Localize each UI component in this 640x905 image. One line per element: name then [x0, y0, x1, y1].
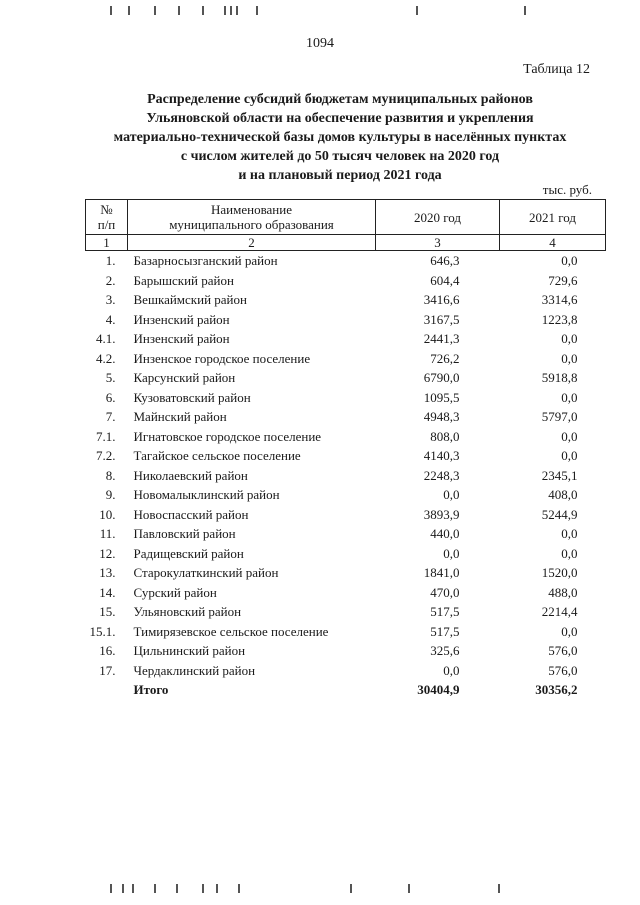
row-number: 10. — [99, 506, 116, 522]
table-row — [86, 407, 606, 427]
row-number: 12. — [99, 545, 116, 561]
row-name: Инзенский район — [133, 331, 230, 346]
row-name: Инзенский район — [133, 311, 230, 327]
column-number: 3 — [376, 235, 500, 251]
row-value-2021: 408,0 — [548, 487, 578, 502]
scan-marks-bottom — [110, 884, 530, 894]
total-number-cell — [86, 680, 128, 700]
row-number: 13. — [99, 565, 116, 580]
subsidy-table — [85, 199, 606, 700]
row-number: 7. — [105, 409, 116, 424]
total-row — [86, 680, 606, 700]
row-value-2020: 4948,3 — [423, 409, 460, 424]
row-value-2020: 0,0 — [443, 545, 460, 561]
units-label: тыс. руб. — [542, 182, 592, 197]
row-name: Базарносызганский район — [133, 253, 278, 268]
table-row — [86, 622, 606, 642]
table-row — [86, 368, 606, 388]
row-name: Кузоватовский район — [133, 389, 251, 405]
row-value-2021: 2345,1 — [541, 467, 578, 483]
row-name: Ульяновский район — [133, 604, 242, 619]
row-value-2020: 470,0 — [430, 584, 460, 600]
row-name: Павловский район — [133, 526, 236, 541]
row-name: Карсунский район — [133, 370, 236, 385]
total-value-2021: 30356,2 — [535, 682, 578, 697]
table-row — [86, 505, 606, 525]
row-value-2020: 440,0 — [430, 526, 460, 541]
table-row — [86, 271, 606, 291]
row-value-2021: 0,0 — [561, 526, 578, 541]
row-value-2021: 0,0 — [561, 545, 578, 561]
row-value-2020: 646,3 — [430, 253, 460, 268]
row-name: Вешкаймский район — [133, 292, 247, 307]
title-line: Ульяновской области на обеспечение развития и укрепления — [146, 111, 534, 126]
row-value-2021: 3314,6 — [541, 292, 578, 307]
table-row — [86, 641, 606, 661]
table-body — [86, 251, 606, 700]
row-name: Старокулаткинский район — [133, 565, 279, 580]
row-value-2020: 325,6 — [430, 643, 460, 658]
row-number: 8. — [105, 467, 116, 483]
row-value-2020: 726,2 — [430, 350, 460, 366]
row-number: 4. — [105, 311, 116, 327]
row-value-2021: 0,0 — [561, 448, 578, 463]
title-line: с числом жителей до 50 тысяч человек на 2020 год — [180, 149, 500, 164]
header-name — [128, 200, 376, 235]
row-value-2021: 0,0 — [561, 428, 578, 444]
row-value-2021: 0,0 — [561, 331, 578, 346]
header-number-line1: № — [100, 202, 113, 217]
header-number-line2: п/п — [97, 217, 116, 232]
row-number: 17. — [99, 662, 116, 678]
page-number: 1094 — [306, 36, 334, 51]
row-value-2020: 604,4 — [430, 272, 460, 288]
column-number: 1 — [86, 235, 128, 251]
row-number: 6. — [105, 389, 116, 405]
table-row — [86, 349, 606, 369]
row-value-2021: 576,0 — [548, 643, 578, 658]
row-value-2021: 2214,4 — [541, 604, 578, 619]
row-name: Николаевский район — [133, 467, 248, 483]
row-number: 15.1. — [89, 623, 116, 639]
row-number: 7.1. — [96, 428, 116, 444]
row-value-2020: 6790,0 — [423, 370, 460, 385]
row-number: 3. — [105, 292, 116, 307]
row-name: Тагайское сельское поселение — [133, 448, 301, 463]
row-number: 14. — [99, 584, 116, 600]
total-label: Итого — [133, 682, 169, 697]
row-value-2020: 3167,5 — [423, 311, 460, 327]
row-value-2020: 1095,5 — [423, 389, 460, 405]
total-value-2020: 30404,9 — [417, 682, 460, 697]
row-value-2020: 4140,3 — [423, 448, 460, 463]
row-number: 2. — [105, 272, 116, 288]
row-name: Тимирязевское сельское поселение — [133, 623, 329, 639]
column-number: 4 — [500, 235, 606, 251]
table-row — [86, 544, 606, 564]
table-row — [86, 563, 606, 583]
table-row — [86, 524, 606, 544]
table-row — [86, 310, 606, 330]
table-row — [86, 602, 606, 622]
row-number: 7.2. — [96, 448, 116, 463]
row-value-2021: 576,0 — [548, 662, 578, 678]
scan-marks-top — [110, 6, 530, 16]
row-value-2021: 5244,9 — [541, 506, 578, 522]
row-value-2020: 0,0 — [443, 487, 460, 502]
table-row — [86, 329, 606, 349]
title-line: Распределение субсидий бюджетам муниципальных районов — [147, 92, 533, 107]
row-value-2021: 488,0 — [548, 584, 578, 600]
header-number — [86, 200, 128, 235]
table-row — [86, 251, 606, 271]
row-value-2021: 0,0 — [561, 350, 578, 366]
row-name: Игнатовское городское поселение — [133, 428, 322, 444]
row-value-2020: 2248,3 — [423, 467, 460, 483]
table-row — [86, 427, 606, 447]
row-number: 9. — [105, 487, 116, 502]
header-name-line1: Наименование — [211, 202, 292, 217]
row-value-2020: 808,0 — [430, 428, 460, 444]
row-value-2021: 0,0 — [561, 623, 578, 639]
row-value-2020: 517,5 — [430, 623, 460, 639]
row-number: 1. — [105, 253, 116, 268]
table-row — [86, 583, 606, 603]
row-number: 15. — [99, 604, 116, 619]
row-value-2020: 3416,6 — [423, 292, 460, 307]
row-value-2021: 0,0 — [561, 253, 578, 268]
table-row — [86, 661, 606, 681]
row-name: Майнский район — [133, 409, 227, 424]
header-name-line2: муниципального образования — [169, 217, 334, 232]
row-value-2021: 5918,8 — [541, 370, 578, 385]
row-number: 4.1. — [96, 331, 116, 346]
header-year-2021: 2021 год — [500, 200, 606, 235]
header-year-2020: 2020 год — [376, 200, 500, 235]
row-value-2020: 3893,9 — [423, 506, 460, 522]
table-row — [86, 485, 606, 505]
row-name: Барышский район — [133, 272, 234, 288]
table-label: Таблица 12 — [523, 62, 590, 77]
row-value-2020: 1841,0 — [423, 565, 460, 580]
row-name: Цильнинский район — [133, 643, 246, 658]
row-value-2021: 729,6 — [548, 272, 578, 288]
row-name: Новомалыклинский район — [133, 487, 280, 502]
row-value-2020: 2441,3 — [423, 331, 460, 346]
row-value-2021: 1223,8 — [541, 311, 578, 327]
row-value-2020: 517,5 — [430, 604, 460, 619]
title-line: и на плановый период 2021 года — [238, 168, 442, 183]
row-value-2020: 0,0 — [443, 662, 460, 678]
row-number: 11. — [99, 526, 116, 541]
row-name: Сурский район — [133, 584, 217, 600]
table-row — [86, 466, 606, 486]
row-number: 16. — [99, 643, 116, 658]
row-name: Чердаклинский район — [133, 662, 256, 678]
document-title — [70, 90, 610, 185]
row-name: Инзенское городское поселение — [133, 350, 311, 366]
title-line: материально-технической базы домов культуры в населённых пунктах — [113, 130, 567, 145]
row-number: 5. — [105, 370, 116, 385]
column-number: 2 — [128, 235, 376, 251]
row-name: Новоспасский район — [133, 506, 249, 522]
row-value-2021: 5797,0 — [541, 409, 578, 424]
table-row — [86, 446, 606, 466]
row-number: 4.2. — [96, 350, 116, 366]
row-value-2021: 1520,0 — [541, 565, 578, 580]
row-name: Радищевский район — [133, 545, 244, 561]
row-value-2021: 0,0 — [561, 389, 578, 405]
table-row — [86, 290, 606, 310]
table-row — [86, 388, 606, 408]
